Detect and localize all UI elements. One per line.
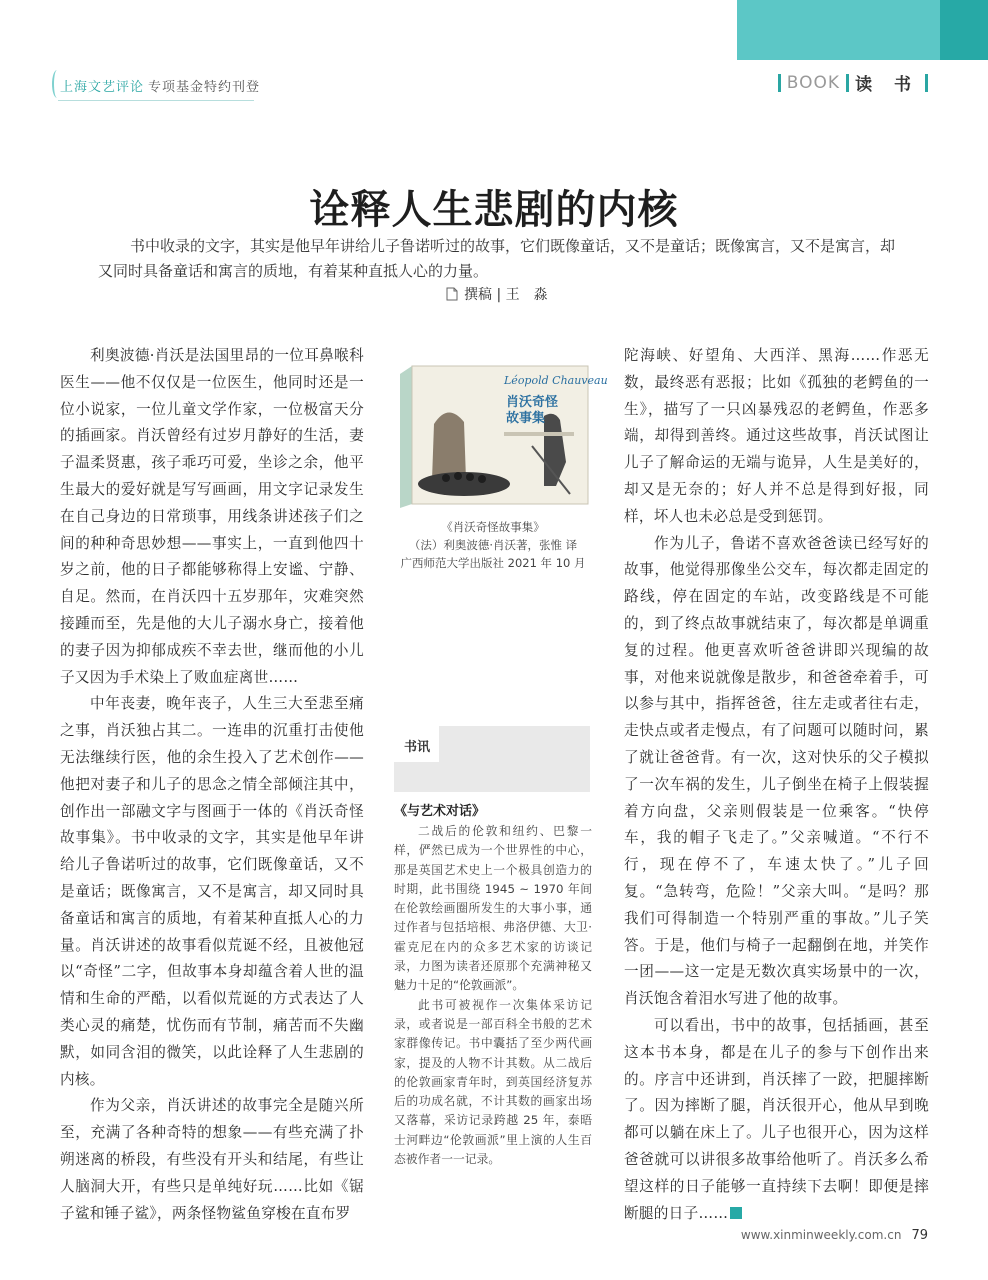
footer-website[interactable]: www.xinminweekly.com.cn [740,1228,902,1242]
paragraph: 陀海峡、好望角、大西洋、黑海……作恶无数，最终恶有恶报；比如《孤独的老鳄鱼的一生》，描写了一只凶暴残忍的老鳄鱼，作恶多端，却得到善终。通过这些故事，肖沃试图让儿子了解命运的无端与诡异，人生是美好的，却又是无奈的；好人并不总是得到好报，同样，坏人也未必总是受到惩罚。 [624,347,929,525]
svg-text:故事集: 故事集 [506,411,546,426]
section-en: BOOK [786,72,841,93]
caption-author: （法）利奥波德·肖沃著，张惟 译 [408,538,578,552]
sidebar-paragraph: 二战后的伦敦和纽约、巴黎一样，俨然已成为一个世界性的中心，那是英国艺术史上一个极具创造力的时期，此书围绕 1945 ~ 1970 年间在伦敦绘画圈所发生的大事小事，通过作者与包括培根、弗洛伊德、大卫·霍克尼在内的众多艺术家的访谈记录，力图为读者还原那个充满神秘又魅力十足的“伦敦画派”。 [394,824,592,993]
paragraph: 中年丧妻，晚年丧子，人生三大至悲至痛之事，肖沃独占其二。一连串的沉重打击使他无法继续行医，他的余生投入了艺术创作——他把对妻子和儿子的思念之情全部倾注其中，创作出一部融文字与图画于一体的《肖沃奇怪故事集》。书中收录的文字，其实是他早年讲给儿子鲁诺听过的故事，它们既像童话，又不是童话；既像寓言，又不是寓言，却又同时具备童话和寓言的质地，有着某种直抵人心的力量。肖沃讲述的故事看似荒诞不经，且被他冠以“奇怪”二字，但故事本身却蕴含着人世的温情和生命的严酷，以看似荒诞的方式表达了人类心灵的痛楚，忧伤而有节制，痛苦而不失幽默，如同含泪的微笑，以此诠释了人生悲剧的内核。 [60,695,364,1088]
byline [445,284,548,304]
section-bar-mid [846,74,849,92]
book-cover-image [394,362,608,512]
sidebar-paragraph: 此书可被视作一次集体采访记录，或者说是一部百科全书般的艺术家群像传记。书中囊括了至少两代画家，提及的人物不计其数。从二战后的伦敦画家青年时，到英国经济复苏后的功成名就，不计其数的画家出场又落幕，采访记录跨越 25 年，泰晤士河畔边“伦敦画派”里上演的人生百态被作者一一记录。 [394,997,592,1167]
section-bar-right [925,74,928,92]
page-footer [741,1228,928,1243]
book-caption [378,518,608,572]
article-title: 诠释人生悲剧的内核 [309,186,679,233]
sidebar-body [394,822,592,1169]
paragraph: 利奥波德·肖沃是法国里昂的一位耳鼻喉科医生——他不仅仅是一位医生，他同时还是一位小说家，一位儿童文学作家，一位极富天分的插画家。肖沃曾经有过岁月静好的生活，妻子温柔贤惠，孩子乖巧可爱，坐诊之余，他平生最大的爱好就是写写画画，用文字记录发生在自己身边的日常琐事，用线条讲述孩子们之间的种种奇思妙想——事实上，一直到他四十岁之前，他的日子都能够称得上安谧、宁静、自足。然而，在肖沃四十五岁那年，灾难突然接踵而至，先是他的大儿子溺水身亡，接着他的妻子因为抑郁成疾不幸去世，继而他的小儿子又因为手术染上了败血症离世…… [60,347,364,686]
end-mark-icon [730,1207,742,1219]
sidebar-title: 《与艺术对话》 [394,804,486,819]
brand-divider [58,100,254,101]
pen-icon [445,287,458,301]
article-deck: 书中收录的文字，其实是他早年讲给儿子鲁诺听过的故事，它们既像童话，又不是童话；既像寓言，又不是寓言，却又同时具备童话和寓言的质地，有着某种直抵人心的力量。 [98,237,896,280]
paragraph: 作为父亲，肖沃讲述的故事完全是随兴所至，充满了各种奇特的想象——有些充满了扑朔迷离的桥段，有些没有开头和结尾，有些让人脑洞大开，有些只是单纯好玩……比如《锯子鲨和锤子鲨》，两条怪物鲨鱼穿梭在直布罗 [60,1097,364,1222]
section-bar-left [778,74,781,92]
article-column-3 [624,343,929,1227]
paragraph-text: 可以看出，书中的故事，包括插画，甚至这本书本身，都是在儿子的参与下创作出来的。序言中还讲到，肖沃摔了一跤，把腿摔断了。因为摔断了腿，肖沃很开心，他从早到晚都可以躺在床上了。儿子也很开心，因为这样爸爸就可以讲很多故事给他听了。肖沃多么希望这样的日子能够一直持续下去啊！即便是摔断腿的日子…… [624,1016,929,1222]
sidebar-tag-label: 书讯 [404,740,431,755]
byline-text: 撰稿 | 王 淼 [464,287,548,303]
section-tag [778,70,928,95]
publication-brand [60,76,260,95]
brand-main: 上海文艺评论 [60,80,145,95]
paragraph [624,1013,929,1227]
header-color-block [737,0,988,60]
cover-author: Léopold Chauveau [504,374,608,387]
brand-sub: 专项基金特约刊登 [148,80,261,95]
article-column-1 [60,343,364,1227]
caption-publisher: 广西师范大学出版社 2021 年 10 月 [400,556,586,570]
section-cn: 读 书 [855,75,919,95]
sidebar-tag-box [394,726,590,792]
svg-text:肖沃奇怪: 肖沃奇怪 [506,395,559,410]
page-number: 79 [911,1228,928,1243]
caption-title: 《肖沃奇怪故事集》 [441,520,545,534]
paragraph: 作为儿子，鲁诺不喜欢爸爸读已经写好的故事，他觉得那像坐公交车，每次都走固定的路线，停在固定的车站，改变路线是不可能的，到了终点故事就结束了，每次都是单调重复的过程。他更喜欢听爸爸讲即兴现编的故事，对他来说就像是散步，和爸爸牵着手，可以参与其中，指挥爸爸，往左走或者往右走，走快点或者走慢点，有了问题可以随时问，累了就让爸爸背。有一次，这对快乐的父子模拟了一次车祸的发生，儿子倒坐在椅子上假装握着方向盘，父亲则假装是一位乘客。“快停车，我的帽子飞走了。”父亲喊道。“不行不行，现在停不了，车速太快了。”儿子回复。“急转弯，危险！”父亲大叫。“是吗？那我们可得制造一个特别严重的事故。”儿子笑答。于是，他们与椅子一起翻倒在地，并笑作一团——这一定是无数次真实场景中的一次，肖沃饱含着泪水写进了他的故事。 [624,534,929,1008]
